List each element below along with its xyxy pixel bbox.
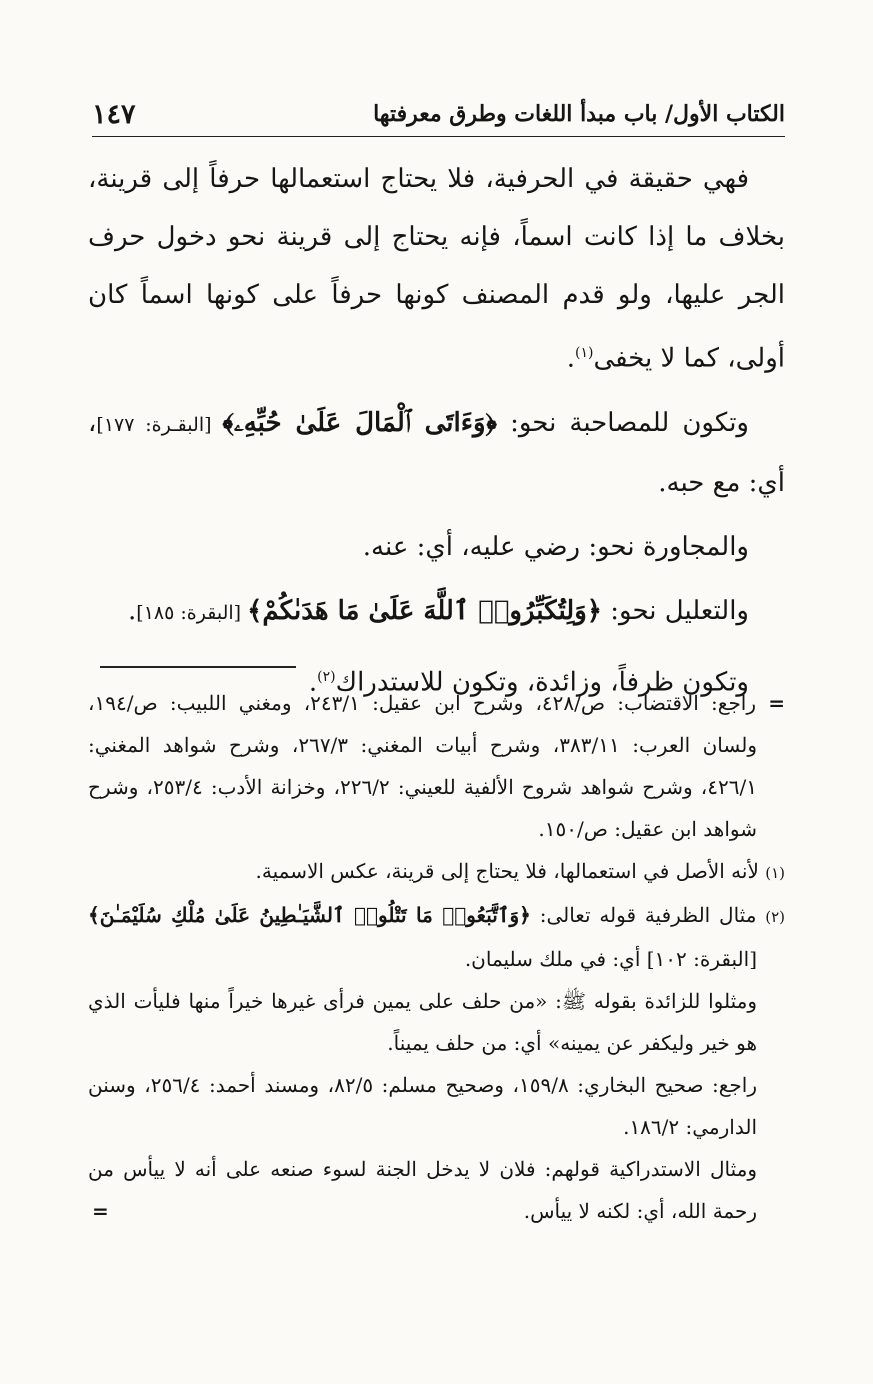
paragraph-1-end: . [566, 343, 575, 374]
footnote-1-text: لأنه الأصل في استعمالها، فلا يحتاج إلى قرينة، عكس الاسمية. [255, 859, 759, 883]
footnotes [88, 682, 785, 1232]
quran-verse: ﴿وَءَاتَى ٱلْمَالَ عَلَىٰ حُبِّهِۦ﴾ [222, 407, 498, 438]
footnote-2-istidrak-text: ومثال الاستدراكية قولهم: فلان لا يدخل الجنة لسوء صنعه على أنه لا ييأس من رحمة الله، أي: لكنه لا ييأس. [88, 1157, 757, 1223]
footnote-ref-2: (٢) [317, 668, 336, 685]
paragraph-2-tail: ، أي: مع حبه. [88, 407, 785, 498]
verse-reference: [البقرة: ١٠٢] [646, 947, 757, 971]
paragraph-3-text: والمجاورة نحو: رضي عليه، أي: عنه. [362, 531, 749, 562]
footnote-2-hadith: ومثلوا للزائدة بقوله ﷺ: «من حلف على يمين فرأى غيرها خيراً منها فليأت الذي هو خير وليكفر عن يمينه» أي: من حلف يميناً. [88, 989, 757, 1055]
footnote-2-number: (٢) [765, 908, 786, 926]
continuation-marker: = [768, 691, 785, 715]
paragraph-5-end: . [308, 667, 318, 698]
page-number: ١٤٧ [92, 98, 136, 130]
paragraph-2 [88, 394, 785, 512]
page-header [92, 92, 785, 137]
quran-verse: ﴿وَٱتَّبَعُوا۟ مَا تَتْلُوا۟ ٱلشَّيَـٰطِينُ عَلَىٰ مُلْكِ سُلَيْمَـٰنَ﴾ [88, 903, 531, 927]
paragraph-3 [88, 518, 785, 576]
footnote-continued [88, 682, 785, 850]
footnote-separator [100, 666, 296, 668]
paragraph-1-text: فهي حقيقة في الحرفية، فلا يحتاج استعمالها حرفاً إلى قرينة، بخلاف ما إذا كانت اسماً، فإنه يحتاج إلى قرينة نحو دخول حرف الجر عليها، ولو قدم المصنف كونها حرفاً على كونها اسماً كان أولى، كما لا يخفى [88, 164, 785, 374]
verse-reference: [البقـرة: ١٧٧] [96, 413, 223, 436]
continuation-end-marker: = [92, 1199, 109, 1223]
footnote-1-number: (١) [765, 864, 785, 882]
main-text [88, 150, 785, 711]
footnote-ref-1: (١) [574, 345, 594, 361]
footnote-2-sources: راجع: صحيح البخاري: ١٥٩/٨، وصحيح مسلم: ٨٢/٥، ومسند أحمد: ٢٥٦/٤، وسنن الدارمي: ١٨٦/٢. [88, 1073, 757, 1139]
paragraph-4 [88, 582, 785, 642]
paragraph-1 [88, 150, 785, 388]
running-title: الكتاب الأول/ باب مبدأ اللغات وطرق معرفتها [373, 101, 785, 127]
verse-reference: [البقرة: ١٨٥] [136, 601, 248, 624]
footnote-1 [88, 850, 785, 894]
footnote-continued-text: راجع: الاقتضاب: ص/٤٢٨، وشرح ابن عقيل: ٢٤٣/١، ومغني اللبيب: ص/١٩٤، ولسان العرب: ٣٨٣/١١، وشرح أبيات المغني: ٢٦٧/٣، وشرح شواهد المغني: ٤٢٦/١، وشرح شواهد شروح الألفية للعيني: ٢٢٦/٢، وخزانة الأدب: ٢٥٣/٤، وشرح شواهد ابن عقيل: ص/١٥٠. [88, 691, 757, 841]
paragraph-4-tail: . [128, 595, 137, 626]
footnote-2-istidrak [88, 1148, 785, 1232]
paragraph-2-lead: وتكون للمصاحبة نحو: [497, 407, 749, 438]
footnote-2 [88, 894, 785, 980]
footnote-2-lead: مثال الظرفية قوله تعالى: [530, 903, 757, 927]
paragraph-5-text: وتكون ظرفاً، وزائدة، وتكون للاستدراك [335, 667, 749, 698]
quran-verse: ﴿وَلِتُكَبِّرُوا۟ ٱللَّهَ عَلَىٰ مَا هَدَىٰكُمْ﴾ [247, 595, 603, 626]
footnote-2-gloss: أي: في ملك سليمان. [464, 947, 647, 971]
paragraph-4-lead: والتعليل نحو: [602, 595, 749, 626]
